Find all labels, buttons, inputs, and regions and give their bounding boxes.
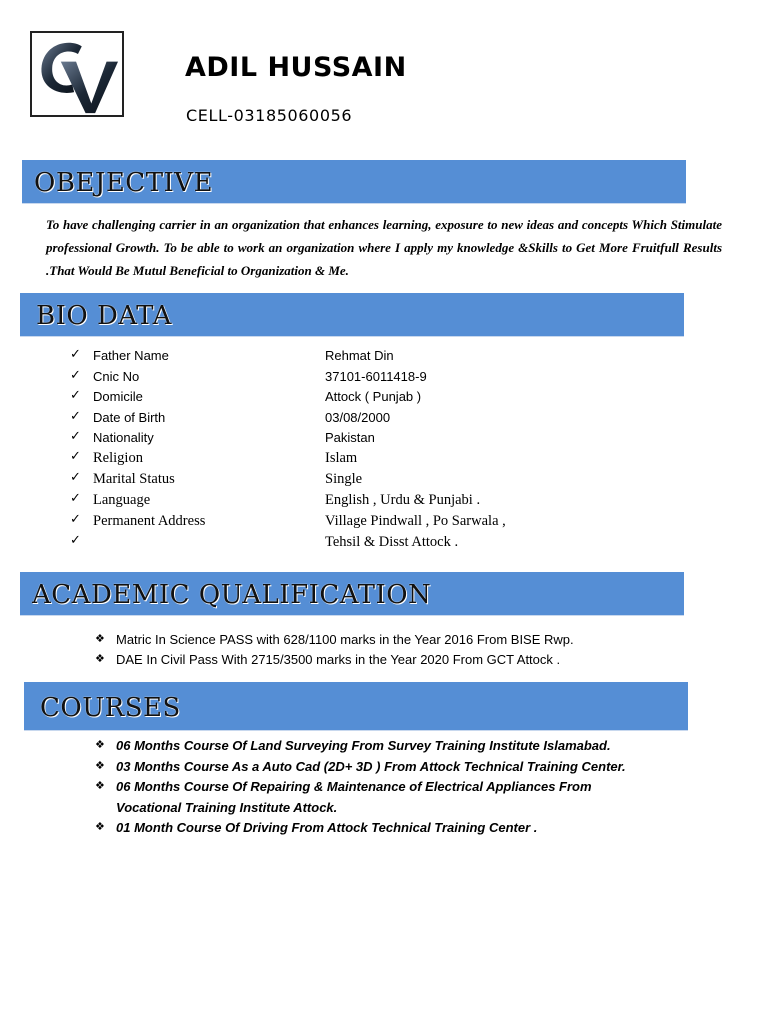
check-icon: ✓ xyxy=(70,491,81,506)
check-icon: ✓ xyxy=(70,470,81,485)
bio-section-bar xyxy=(20,293,684,336)
academic-heading: ACADEMIC QUALIFICATION xyxy=(32,580,432,610)
cv-logo xyxy=(30,31,124,117)
diamond-bullet-icon: ❖ xyxy=(95,759,105,772)
check-icon: ✓ xyxy=(70,347,81,362)
academic-section-bar xyxy=(20,572,684,615)
check-icon: ✓ xyxy=(70,533,81,548)
check-icon: ✓ xyxy=(70,368,81,383)
diamond-bullet-icon: ❖ xyxy=(95,632,105,645)
check-icon: ✓ xyxy=(70,388,81,403)
courses-heading: COURSES xyxy=(40,693,181,723)
candidate-name: ADIL HUSSAIN xyxy=(185,52,407,83)
bio-heading: BIO DATA xyxy=(36,301,172,331)
check-icon: ✓ xyxy=(70,449,81,464)
check-icon: ✓ xyxy=(70,512,81,527)
objective-heading: OBEJECTIVE xyxy=(34,168,214,198)
objective-paragraph: To have challenging carrier in an organization that enhances learning, exposure to new ideas and concepts Which Stimulate professional Growth. To be able to work an organization where I apply my knowledge &Skills to Get More Fruitfull Results .That Would Be Mutul Beneficial to Organization & Me. xyxy=(46,217,722,278)
cell-number: CELL-03185060056 xyxy=(186,106,353,125)
cv-logo-mark xyxy=(32,33,122,115)
diamond-bullet-icon: ❖ xyxy=(95,652,105,665)
objective-section-bar xyxy=(22,160,686,203)
check-icon: ✓ xyxy=(70,409,81,424)
check-icon: ✓ xyxy=(70,429,81,444)
diamond-bullet-icon: ❖ xyxy=(95,820,105,833)
courses-section-bar xyxy=(24,682,688,730)
diamond-bullet-icon: ❖ xyxy=(95,779,105,792)
diamond-bullet-icon: ❖ xyxy=(95,738,105,751)
